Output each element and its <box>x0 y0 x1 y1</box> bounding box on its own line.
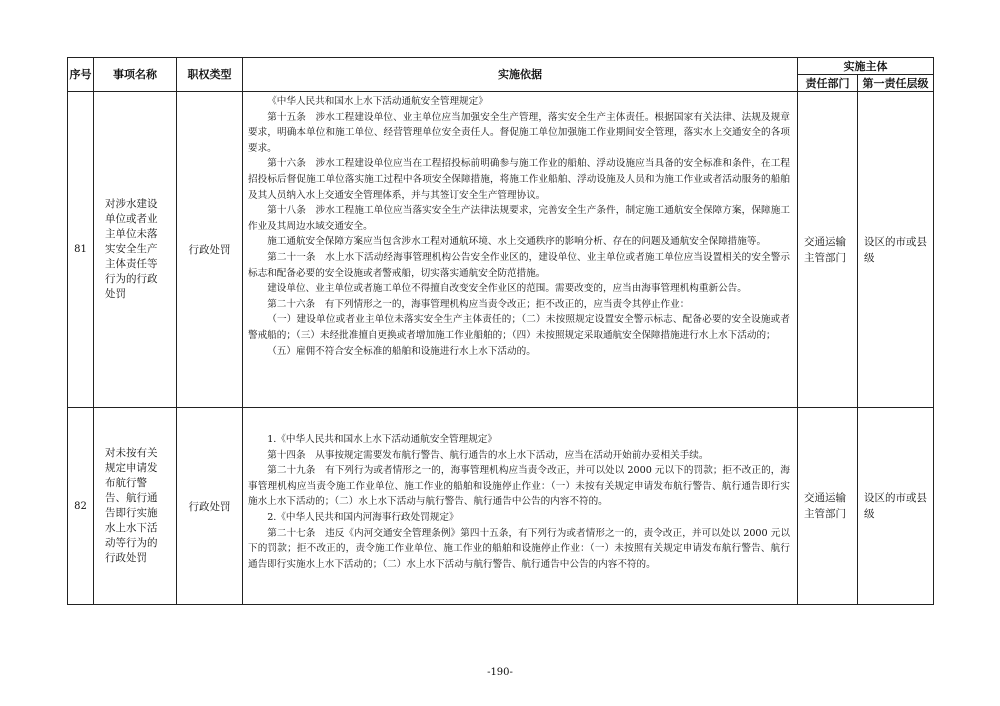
basis-paragraph: 建设单位、业主单位或者施工单位不得擅自改变安全作业区的范围。需要改变的，应当由海事管理机构重新公告。 <box>267 283 747 295</box>
header-level: 第一责任层级 <box>858 75 934 92</box>
header-name: 事项名称 <box>94 58 177 92</box>
legal-basis <box>243 92 798 408</box>
basis-paragraph: 《中华人民共和国水上水下活动通航安全管理规定》 <box>267 96 488 107</box>
responsibility-level: 设区的市或县级 <box>858 92 934 408</box>
basis-paragraph: 第十六条 涉水工程建设单位应当在工程招投标前明确参与施工作业的船舶、浮动设施应当具备的安全标准和条件，在工程招投标后督促施工单位落实施工过程中各项安全保障措施，将施工作业船舶、浮动设施及人员和为施工作业或者活动服务的船舶及其人员纳入水上交通安全管理体系，并与其签订安全生产管理协议。 <box>248 158 790 201</box>
responsible-dept: 交通运输主管部门 <box>798 92 858 408</box>
basis-paragraph: 第十八条 涉水工程施工单位应当落实安全生产法律法规要求，完善安全生产条件，制定施工通航安全保障方案，保障施工作业及其周边水域交通安全。 <box>248 205 790 232</box>
basis-paragraph: （五）雇佣不符合安全标准的船舶和设施进行水上水下活动的。 <box>267 345 536 357</box>
basis-paragraph: 施工通航安全保障方案应当包含涉水工程对通航环境、水上交通秩序的影响分析、存在的问题及通航安全保障措施等。 <box>267 236 767 248</box>
basis-paragraph: 2.《中华人民共和国内河海事行政处罚规定》 <box>267 511 459 523</box>
basis-paragraph: （一）建设单位或者业主单位未落实安全生产主体责任的；（二）未按照规定设置安全警示标志、配备必要的安全设施或者警戒船的；（三）未经批准擅自更换或者增加施工作业船舶的；（四）未按照规定采取通航安全保障措施进行水上水下活动的； <box>248 314 790 341</box>
page-number: -190- <box>487 667 513 678</box>
basis-paragraph: 第十四条 从事按规定需要发布航行警告、航行通告的水上水下活动，应当在活动开始前办妥相关手续。 <box>267 449 709 461</box>
power-type: 行政处罚 <box>177 92 243 408</box>
basis-paragraph: 第二十六条 有下列情形之一的，海事管理机构应当责令改正；拒不改正的，应当责令其停止作业： <box>267 298 690 310</box>
header-power-type: 职权类型 <box>177 58 243 92</box>
responsibility-level: 设区的市或县级 <box>858 408 934 605</box>
header-basis: 实施依据 <box>243 58 798 92</box>
item-name: 对未按有关规定申请发布航行警告、航行通告即行实施水上水下活动等行为的行政处罚 <box>94 408 177 605</box>
basis-paragraph: 第二十一条 水上水下活动经海事管理机构公告安全作业区的，建设单位、业主单位或者施工单位应当设置相关的安全警示标志和配备必要的安全设施或者警戒船，切实落实通航安全防范措施。 <box>248 251 790 279</box>
header-dept: 责任部门 <box>798 75 858 92</box>
responsible-dept: 交通运输主管部门 <box>798 408 858 605</box>
legal-basis <box>243 408 798 605</box>
header-subject: 实施主体 <box>798 58 934 75</box>
power-type: 行政处罚 <box>177 408 243 605</box>
header-seq: 序号 <box>68 58 94 92</box>
basis-paragraph: 1.《中华人民共和国水上水下活动通航安全管理规定》 <box>267 434 497 445</box>
table-row <box>68 408 934 605</box>
basis-paragraph: 第十五条 涉水工程建设单位、业主单位应当加强安全生产管理，落实安全生产主体责任。根据国家有关法律、法规及规章要求，明确本单位和施工单位、经营管理单位安全责任人。督促施工单位加强施工作业期间安全管理，落实水上交通安全的各项要求。 <box>248 111 790 154</box>
row-number: 81 <box>68 92 94 408</box>
basis-paragraph: 第二十九条 有下列行为或者情形之一的，海事管理机构应当责令改正，并可以处以 2000 元以下的罚款；拒不改正的，海事管理机构应当责令施工作业单位、施工作业的船舶和设施停止作业：（一）未按有关规定申请发布航行警告、航行通告即行实施水上水下活动的；（二）水上水下活动与航行警告、航行通告中公告的内容不符的。 <box>248 465 790 508</box>
item-name: 对涉水建设单位或者业主单位未落实安全生产主体责任等行为的行政处罚 <box>94 92 177 408</box>
table-row <box>68 92 934 408</box>
enforcement-table <box>67 57 934 605</box>
basis-paragraph: 第二十七条 违反《内河交通安全管理条例》第四十五条，有下列行为或者情形之一的，责令改正，并可以处以 2000 元以下的罚款；拒不改正的，责令施工作业单位、施工作业的船舶和设施停止作业：（一）未按照有关规定申请发布航行警告、航行通告即行实施水上水下活动的；（二）水上水下活动与航行警告、航行通告中公告的内容不符的。 <box>248 527 790 570</box>
row-number: 82 <box>68 408 94 605</box>
